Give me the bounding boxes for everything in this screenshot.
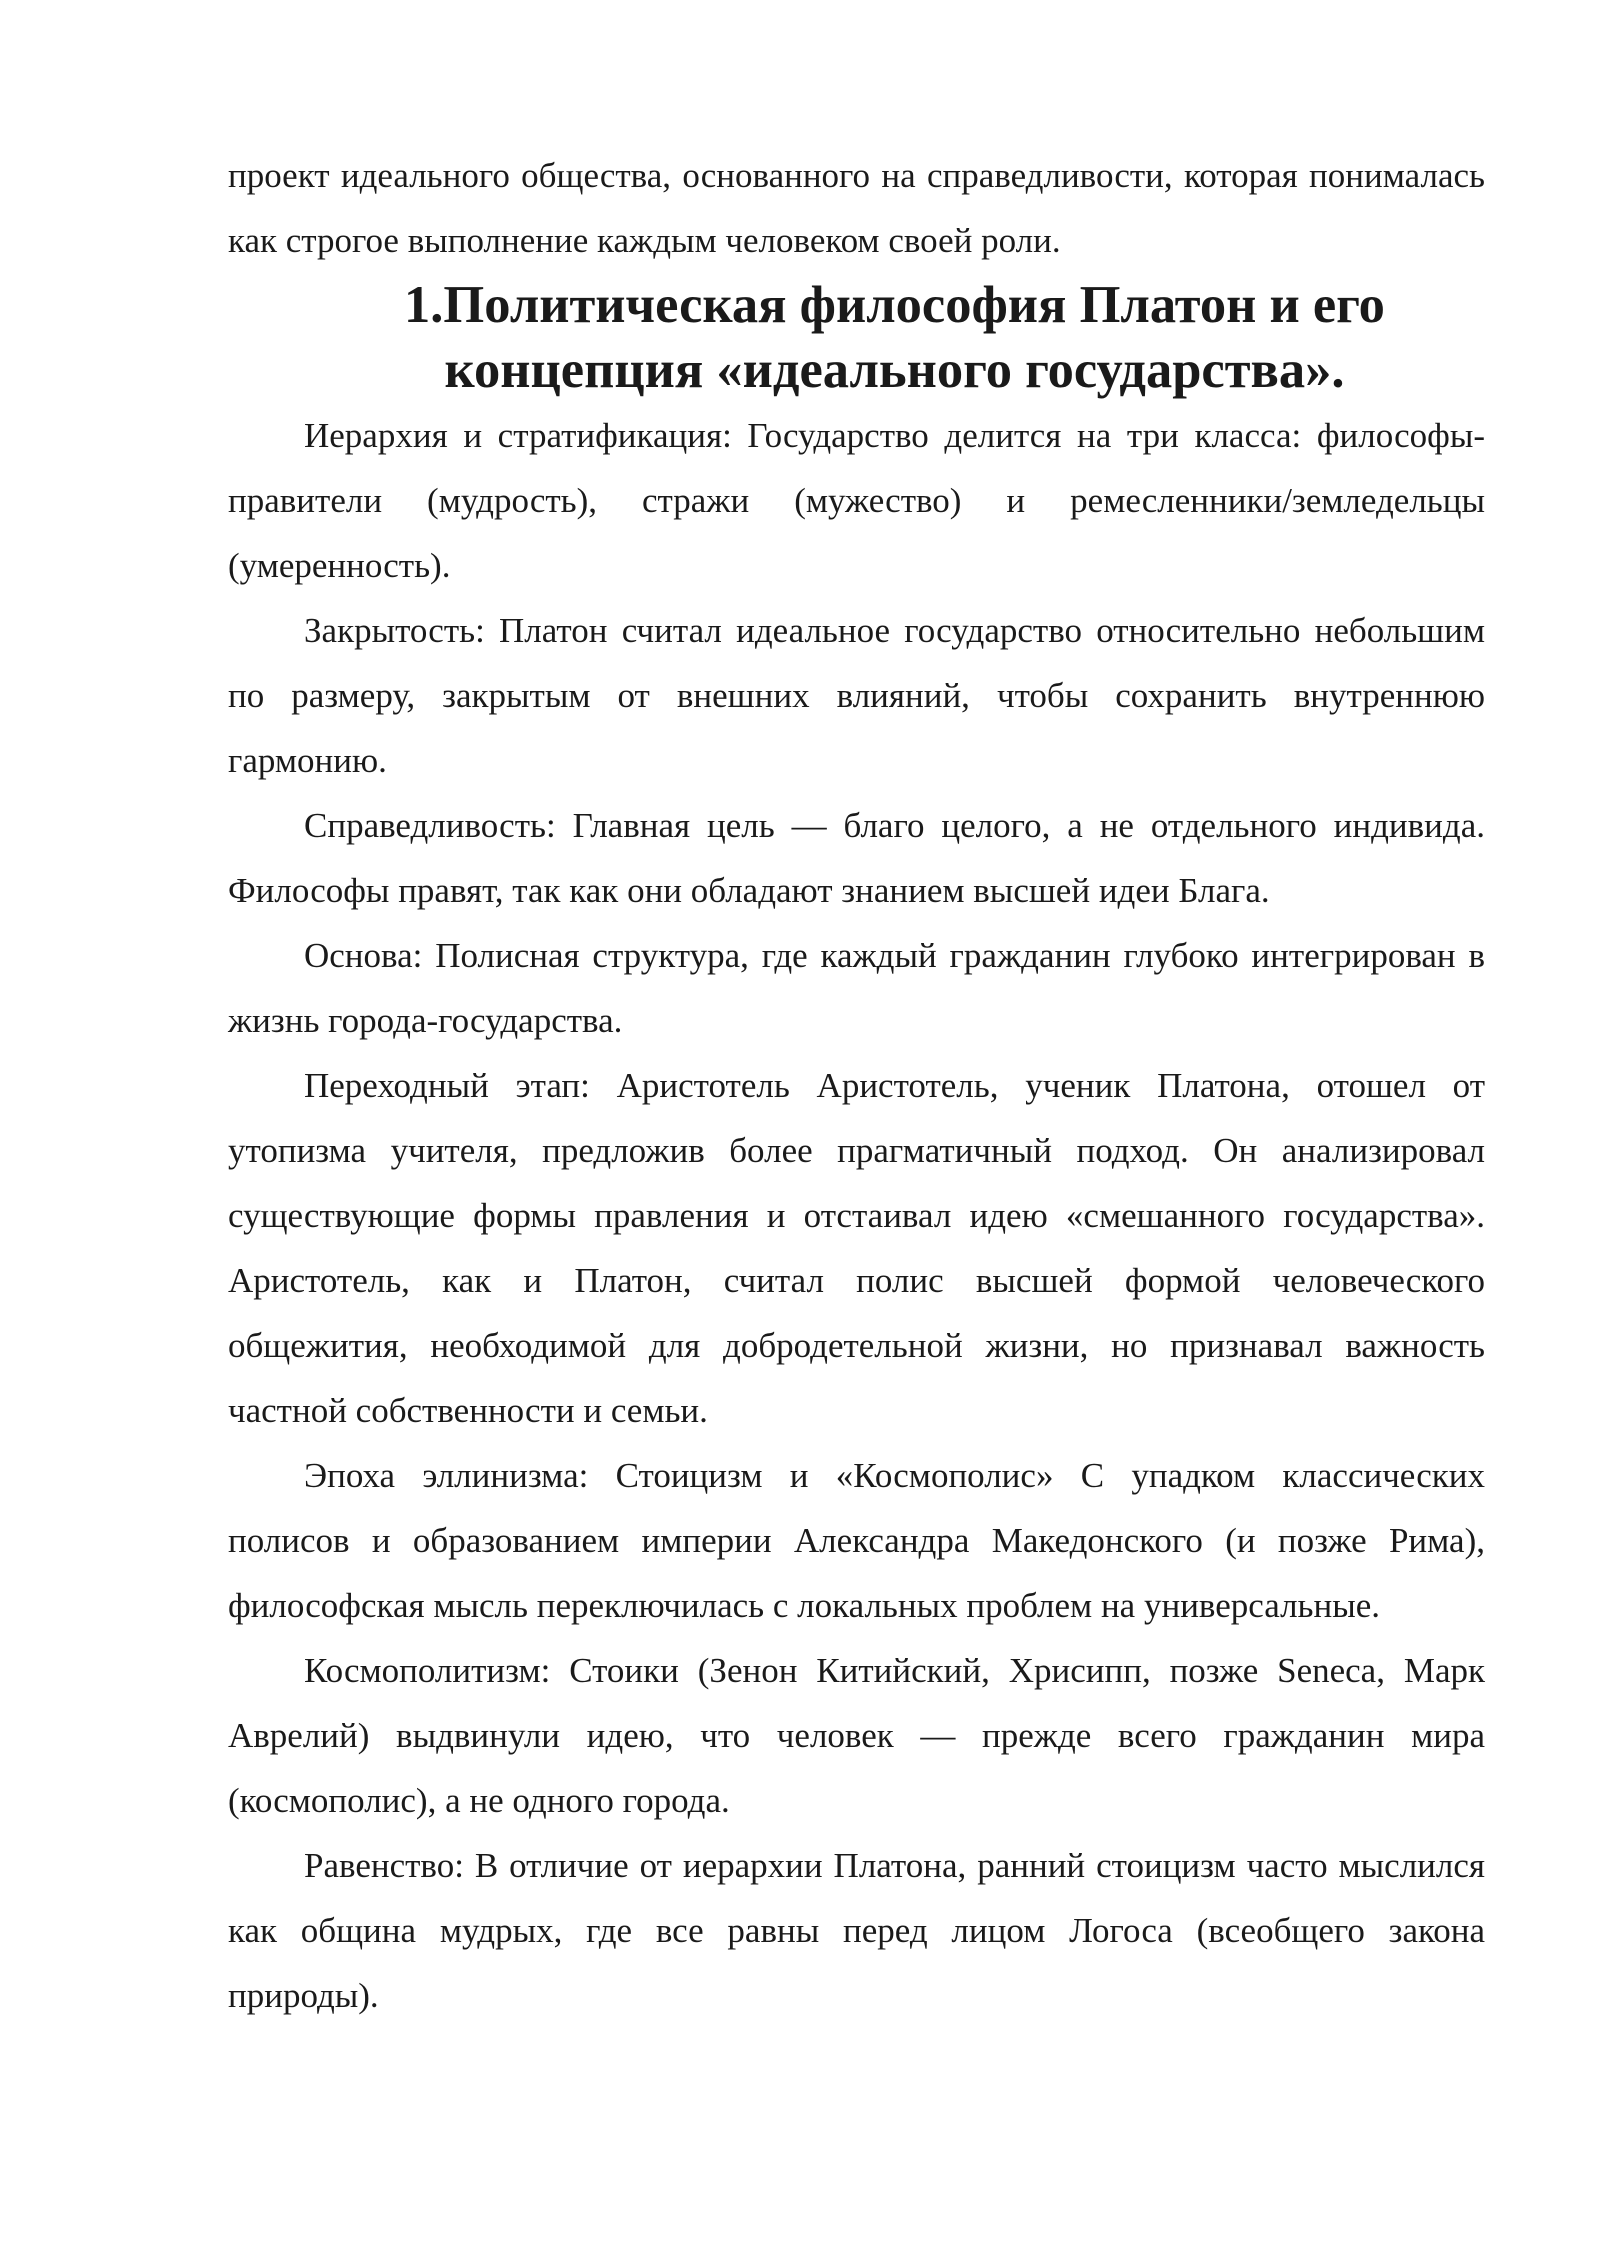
intro-paragraph: проект идеального общества, основанного на справедливости, которая понималась как строгое выполнение каждым человеком своей роли.: [228, 156, 1485, 260]
paragraph-closedness: Закрытость: Платон считал идеальное государство относительно небольшим по размеру, закрытым от внешних влияний, чтобы сохранить внутреннюю гармонию.: [228, 611, 1485, 780]
paragraph-equality: Равенство: В отличие от иерархии Платона, ранний стоицизм часто мыслился как община мудрых, где все равны перед лицом Логоса (всеобщего закона природы).: [228, 1846, 1485, 2015]
paragraph-basis: Основа: Полисная структура, где каждый гражданин глубоко интегрирован в жизнь города-государства.: [228, 936, 1485, 1040]
paragraph-hierarchy: Иерархия и стратификация: Государство делится на три класса: философы-правители (мудрость), стражи (мужество) и ремесленники/земледельцы (умеренность).: [228, 416, 1485, 585]
document-body: [228, 143, 1485, 2028]
paragraph-justice: Справедливость: Главная цель — благо целого, а не отдельного индивида. Философы правят, так как они обладают знанием высшей идеи Блага.: [228, 806, 1485, 910]
section-heading: 1.Политическая философия Платон и его концепция «идеального государства».: [404, 276, 1385, 399]
paragraph-cosmopolitanism: Космополитизм: Стоики (Зенон Китийский, Хрисипп, позже Seneca, Марк Аврелий) выдвинули идею, что человек — прежде всего гражданин мира (космополис), а не одного города.: [228, 1651, 1485, 1820]
paragraph-aristotle: Переходный этап: Аристотель Аристотель, ученик Платона, отошел от утопизма учителя, предложив более прагматичный подход. Он анализировал существующие формы правления и отстаивал идею «смешанного государства». Аристотель, как и Платон, считал полис высшей формой человеческого общежития, необходимой для добродетельной жизни, но признавал важность частной собственности и семьи.: [228, 1066, 1485, 1430]
paragraph-hellenism: Эпоха эллинизма: Стоицизм и «Космополис» С упадком классических полисов и образованием империи Александра Македонского (и позже Рима), философская мысль переключилась с локальных проблем на универсальные.: [228, 1456, 1485, 1625]
